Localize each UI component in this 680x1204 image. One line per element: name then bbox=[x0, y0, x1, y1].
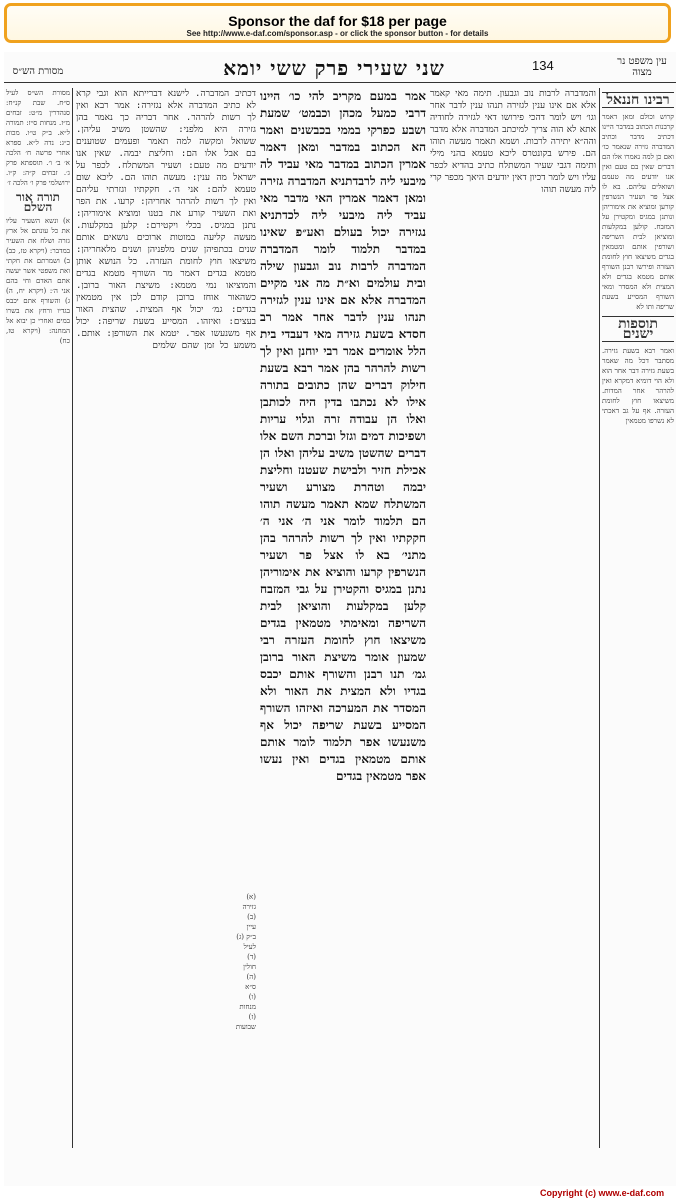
header-margin-left: מסורת הש״ס bbox=[12, 66, 64, 77]
header-rule bbox=[4, 82, 676, 83]
header-margin-right: עין משפט נר מצוה bbox=[617, 56, 667, 78]
column-divider-left bbox=[72, 88, 73, 1148]
column-divider bbox=[599, 88, 600, 1148]
rashi-column: דכתיב המדברה. לישנא דברייתא הוא וגבי קרא לא כתיב המדברה אלא נגזירה: אמר רבא ואין לך רשות להרהר. אחר דבריה כך נאמר בהן גזירה היא מלפני: שהשטן משיב עליהן. ששואל ומקשה למה תאמר ופעמים שטוענים בם אבל אלו הם: וחליצת יבמה. שאין אנו יודעים מה טעם: ושעיר המשתלח. לכפר על ישראל מה ענין: מעשה תוהו הם. ליכא שום טעמא להם: אני ה׳. חקקתיו וגזרתי עליהם ואין לך רשות להרהר אחריהן: קרעו. את הפר ואת השעיר קורע את בטנו ומוציא אימוריהן: נתנן במגיס. בכלי ויקטירם: קלען במקלעות. מעשה קליעה במוטות ארוכים נושאים אותם שנים בכתפיהן שנים מלפניהן ושנים מלאחריהן: משיצאו חוץ לחומת העזרה. כל הנושא אותן מטמא בגדים דאמר מר השורף מטמא בגדים והמוציאו נמי מטמא: משיצת האור ברובן. כשהאור אוחז ברובן קודם לכן אין מטמאין בגדים: גמ׳ יכול אף המצית. שהצית האור בעצים: ואיזהו. המסייע בשעת שריפה: יכול אף משנעשו אפר. יטמא את השורפן: אותם. משמע כל זמן שהם שלמים bbox=[76, 89, 256, 351]
gemara-column bbox=[260, 88, 426, 888]
sponsor-banner-subtitle[interactable]: See http://www.e-daf.com/sponsor.asp - or click the sponsor button - for details bbox=[186, 29, 489, 38]
sponsor-banner[interactable] bbox=[4, 3, 671, 43]
rabbeinu-chananel-heading: רבינו חננאל bbox=[602, 92, 674, 108]
masoret-hashas-text: מסורת הש״ס לעיל ס״ח. שבת קנ״ח: סנהדרין מ״ט: זבחים מ״ז. מנחות ס״ז: תמורה ל״א. ב״ק ט״ו. מכות כ״ג: נדה ל״א. ספרא אחרי פרשה ח׳ הלכה א׳ ב׳ ו׳. תוספתא פרק ג׳. זבחים ק״ה: ק״ו. ירושלמי פרק ו׳ הלכה ז׳ bbox=[6, 89, 70, 187]
gemara-text: אמר במעם מקריב להי כו׳ היינו דרבי כמעל מכהן וכבמט׳ שמעת ושבע כפרקי בממי בכבשנים ואמר הא הכתוב במדבר ומאן דאמר אמרין הכתוב במדבר מאי עביד לה מיבעי ליה לרבדתניא המדברה גזירה ומאן דאמר אמרין האי מדבר מאי עביד ליה מיבעי ליה לכדתניא נגזירה יכול בעולם ואע״פ שאינו במדבר תלמוד לומר המדברה המדברה לרבות נוב וגבעון שילה ובית עולמים וא״ת מה אני מקיים המדברה אלא אם אינו ענין לגזירה תנהו ענין לדבר אחר אמר רב חסדא בשעת גזירה מאי דעבדי בית הלל אומרים אמר רבי יוחנן ואין לך רשות להרהר בהן אמר רבא בשעת חילוק דברים שהן כתובים בתורה אילו לא נכתבו בדין היה לכותבן ואלו הן עבודה זרה וגלוי עריות ושפיכות דמים וגזל וברכת השם אלו דברים שהשטן משיב עליהן ואלו הן אכילת חזיר ולבישת שעטנז וחליצת יבמה וטהרת מצורע ושעיר המשתלח שמא תאמר מעשה תוהו הם תלמוד לומר אני ה׳ אני ה׳ חקקתיו ואין לך רשות להרהר בהן מתני׳ בא לו אצל פר ושעיר הנשרפין קרעו והוציא את אימוריהן נתנן במגיס והקטירן על גבי המזבח קלען במקלעות והוציאן לבית השריפה ומאימתי מטמאין בגדים משיצאו חוץ לחומת העזרה רבי שמעון אומר משיצת האור ברובן גמ׳ תנו רבנן והשורף אותם יכבס בגדיו ולא המצית את האור ולא המסדר את המערכה ואיזהו השורף המסייע בשעת שריפה יכול אף משנעשו אפר תלמוד לומר אותם אותם מטמאין בגדים ואין נעשו אפר מטמאין בגדים bbox=[260, 89, 426, 783]
torah-or-heading: תורה אור השלם bbox=[15, 190, 61, 214]
tosafot-yeshanim-text: ואמר רבא בשעת גזירה. מסתבר דכל מה שאמר בשעת גזירה דבר אחר הוא ולא הוי דומיא דמקרא ואין להרהר אחר המדות. משיצאו חוץ לחומת העזרה. אף על גב דאכתי לא נשרפו מטמאין bbox=[602, 347, 674, 425]
tosafot-yeshanim-heading: תוספות ישנים bbox=[602, 316, 674, 342]
right-side-column bbox=[602, 88, 674, 1148]
tosafot-column: והמדברה לרבות נוב וגבעון. תימה מאי קאמר אלא אם אינו ענין לגזירה תנהו ענין לדבר אחר וגו׳ ויש לומר דהכי פירושו דאי לגזירה לחודיה אתא לא הוה צריך למיכתב המדברה אלא מדבר והה״א יתירה לרבות. ושמא תאמר מעשה תוהו הם. פירש בקונטרס ליכא טעמא בהני מילי ותימה דגבי שעיר המשתלח כתיב בהדיא לכפר עליו ויש לומר דכיון דאין יודעים היאך מכפר קרי ליה מעשה תוהו bbox=[430, 89, 596, 195]
sponsor-banner-title[interactable]: Sponsor the daf for $18 per page bbox=[228, 13, 447, 29]
page-header bbox=[4, 56, 676, 84]
torah-or-text: א) ונשא השעיר עליו את כל עונתם אל ארץ גזרה ושלח את השעיר במדבר: (ויקרא טז, כב) ב) ושמרתם את חקתי ואת משפטי אשר יעשה אתם האדם וחי בהם אני ה׳: (ויקרא יח, ה) ג) והשורף אתם יכבס בגדיו ורחץ את בשרו במים ואחרי כן יבוא אל המחנה: (ויקרא טז, כח) bbox=[6, 217, 70, 345]
talmud-page bbox=[4, 52, 676, 1186]
chapter-title: שני שעירי פרק ששי יומא bbox=[223, 56, 445, 80]
left-side-column bbox=[6, 88, 70, 1148]
margin-notes: (א) גזירה (ב) עיין ב״ק (ג) לעיל (ד) חולין (ה) ס״א (ו) מנחות (ז) שבועות bbox=[235, 893, 256, 1031]
page-number: 134 bbox=[532, 58, 554, 73]
rabbeinu-chananel-text: קרוש וכולם ומאן דאמר קרבנות הכתוב במדבר היינו דכתיב מדבר וכתיב המדברה גזירה שנאמר כו׳ ואם כן למה נאמרו אלו הם דברים שאין בם טעם ואין אנו יודעים מה טעמם ושואלים עליהם. בא לו אצל פר ושעיר הנשרפין קורען ומוציא את אימוריהן ונותנן במגיס ומקטירן על המזבח. קולען במקלעות ומוציאן לבית השריפה ושורפין אותם ומטמאין בגדים משיצאו חוץ לחומת העזרה ופירשו רבנן השורף אותם מטמא בגדים ולא המצית ולא המסדר ומאי השורף המסייע בשעת שריפה ותו לא bbox=[602, 113, 674, 311]
copyright-link[interactable]: Copyright (c) www.e-daf.com bbox=[540, 1188, 665, 1198]
